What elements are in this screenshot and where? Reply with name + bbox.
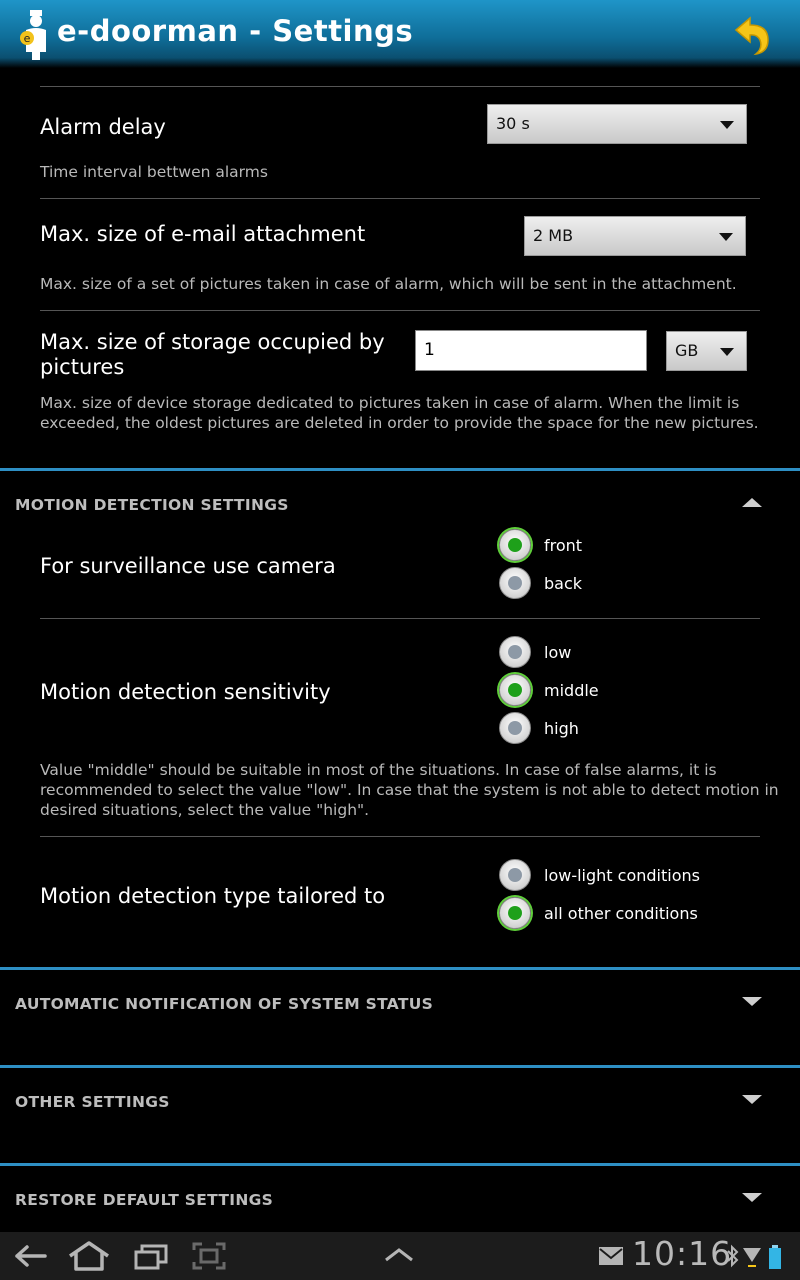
storage-label-line: pictures <box>40 355 125 379</box>
bluetooth-icon <box>726 1244 740 1268</box>
title-bar <box>0 0 800 68</box>
divider <box>40 618 760 619</box>
radio-sensitivity-low[interactable] <box>499 636 531 668</box>
back-icon[interactable] <box>14 1242 48 1270</box>
email-attachment-dropdown[interactable] <box>524 216 746 256</box>
sensitivity-description-line: desired situations, select the value "high". <box>40 801 370 819</box>
email-attachment-label: Max. size of e-mail attachment <box>40 222 366 246</box>
radio-label-middle[interactable]: middle <box>544 681 599 700</box>
radio-label-low[interactable]: low <box>544 643 572 662</box>
alarm-delay-description: Time interval bettwen alarms <box>40 163 268 181</box>
expand-arrow-icon[interactable] <box>742 1193 762 1202</box>
home-icon[interactable] <box>66 1240 112 1272</box>
chevron-down-icon <box>720 348 734 356</box>
expand-arrow-icon[interactable] <box>742 997 762 1006</box>
divider <box>40 310 760 311</box>
sensitivity-description <box>40 760 779 820</box>
wifi-signal-icon <box>742 1244 762 1268</box>
alarm-delay-label: Alarm delay <box>40 115 166 139</box>
email-attachment-value: 2 MB <box>533 226 574 245</box>
doorman-logo-icon <box>20 8 52 62</box>
status-clock: 10:16 <box>632 1234 733 1273</box>
radio-type-low-light[interactable] <box>499 859 531 891</box>
chevron-down-icon <box>719 233 733 241</box>
recent-apps-icon[interactable] <box>132 1240 170 1272</box>
section-divider <box>0 1163 800 1166</box>
alarm-delay-dropdown[interactable] <box>487 104 747 144</box>
storage-description-line: exceeded, the oldest pictures are deleted in order to provide the space for the new pictures. <box>40 414 759 432</box>
chevron-down-icon <box>720 121 734 129</box>
storage-size-input[interactable]: 1 <box>415 330 647 371</box>
divider <box>40 198 760 199</box>
screenshot-icon[interactable] <box>190 1240 228 1272</box>
notification-section-title[interactable]: AUTOMATIC NOTIFICATION OF SYSTEM STATUS <box>15 995 434 1013</box>
chevron-up-icon[interactable] <box>382 1246 416 1264</box>
restore-defaults-section-title[interactable]: RESTORE DEFAULT SETTINGS <box>15 1191 274 1209</box>
motion-type-label: Motion detection type tailored to <box>40 884 386 908</box>
page-title: e-doorman - Settings <box>57 14 414 48</box>
email-attachment-description: Max. size of a set of pictures taken in case of alarm, which will be sent in the attachment. <box>40 275 737 293</box>
radio-camera-back[interactable] <box>499 567 531 599</box>
collapse-arrow-icon[interactable] <box>742 498 762 507</box>
other-settings-section-title[interactable]: OTHER SETTINGS <box>15 1093 170 1111</box>
motion-section-title[interactable]: MOTION DETECTION SETTINGS <box>15 496 289 514</box>
sensitivity-description-line: Value "middle" should be suitable in most of the situations. In case of false alarms, it is <box>40 761 717 779</box>
storage-label <box>40 330 385 380</box>
radio-sensitivity-middle[interactable] <box>499 674 531 706</box>
section-divider <box>0 1065 800 1068</box>
radio-label-low-light[interactable]: low-light conditions <box>544 866 700 885</box>
mail-icon[interactable] <box>598 1246 624 1266</box>
alarm-delay-value: 30 s <box>496 114 530 133</box>
radio-label-front[interactable]: front <box>544 536 583 555</box>
section-divider <box>0 967 800 970</box>
sensitivity-description-line: recommended to select the value "low". In case that the system is not able to detect motion in <box>40 781 779 799</box>
radio-label-back[interactable]: back <box>544 574 583 593</box>
radio-type-other[interactable] <box>499 897 531 929</box>
storage-label-line: Max. size of storage occupied by <box>40 330 385 354</box>
radio-camera-front[interactable] <box>499 529 531 561</box>
radio-label-high[interactable]: high <box>544 719 579 738</box>
storage-unit-value: GB <box>675 341 699 360</box>
sensitivity-label: Motion detection sensitivity <box>40 680 331 704</box>
radio-label-other[interactable]: all other conditions <box>544 904 698 923</box>
svg-text:e: e <box>23 32 31 45</box>
divider <box>40 836 760 837</box>
storage-unit-dropdown[interactable] <box>666 331 747 371</box>
storage-description-line: Max. size of device storage dedicated to pictures taken in case of alarm. When the limit is <box>40 394 740 412</box>
battery-icon <box>768 1244 782 1270</box>
expand-arrow-icon[interactable] <box>742 1095 762 1104</box>
storage-description <box>40 393 759 433</box>
divider <box>40 86 760 87</box>
radio-sensitivity-high[interactable] <box>499 712 531 744</box>
camera-label: For surveillance use camera <box>40 554 336 578</box>
section-divider <box>0 468 800 471</box>
back-arrow-icon[interactable] <box>730 14 774 58</box>
